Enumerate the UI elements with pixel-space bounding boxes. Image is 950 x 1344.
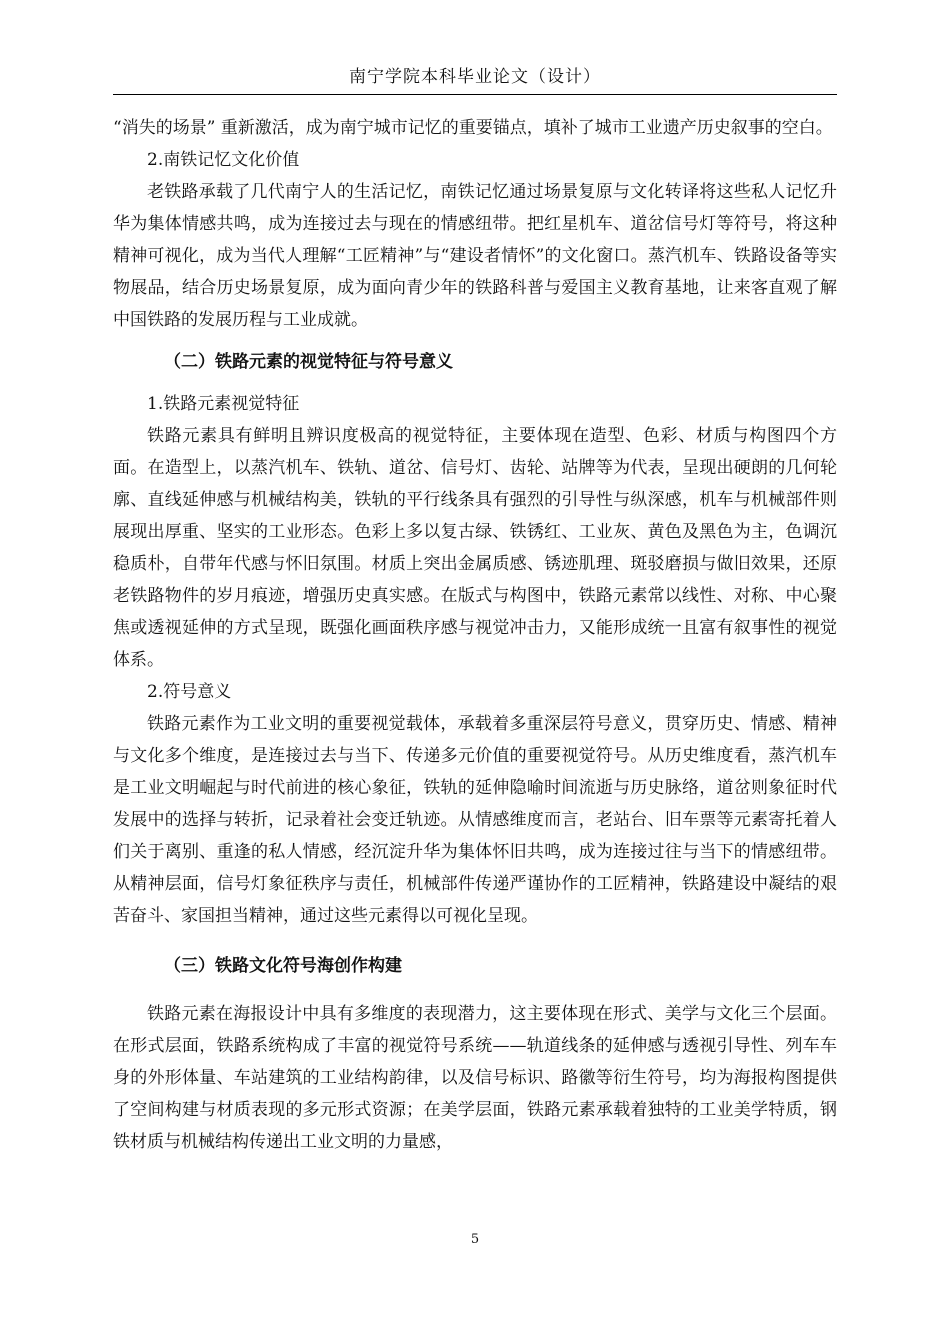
section-heading-poster-creation: （三）铁路文化符号海创作构建 bbox=[164, 956, 402, 976]
subheading-nantie-value: 2.南铁记忆文化价值 bbox=[147, 150, 300, 170]
paragraph-symbol-meaning: 铁路元素作为工业文明的重要视觉载体，承载着多重深层符号意义，贯穿历史、情感、精神与文化多个维度，是连接过去与当下、传递多元价值的重要视觉符号。从历史维度看，蒸汽机车是工业文明崛起与时代前进的核心象征，铁轨的延伸隐喻时间流逝与历史脉络，道岔则象征时代发展中的选择与转折，记录着社会变迁轨迹。从情感维度而言，老站台、旧车票等元素寄托着人们关于离别、重逢的私人情感，经沉淀升华为集体怀旧共鸣，成为连接过往与当下的情感纽带。从精神层面，信号灯象征秩序与责任，机械部件传递严谨协作的工匠精神，铁路建设中凝结的艰苦奋斗、家国担当精神，通过这些元素得以可视化呈现。 bbox=[113, 714, 837, 926]
header-title: 南宁学院本科毕业论文（设计） bbox=[349, 67, 601, 87]
subheading-symbol-meaning: 2.符号意义 bbox=[147, 682, 232, 702]
paragraph-continuation: “消失的场景” 重新激活，成为南宁城市记忆的重要锚点，填补了城市工业遗产历史叙事的空白。 bbox=[113, 118, 833, 138]
paragraph-visual-features: 铁路元素具有鲜明且辨识度极高的视觉特征，主要体现在造型、色彩、材质与构图四个方面。在造型上，以蒸汽机车、铁轨、道岔、信号灯、齿轮、站牌等为代表，呈现出硬朗的几何轮廓、直线延伸感与机械结构美，铁轨的平行线条具有强烈的引导性与纵深感，机车与机械部件则展现出厚重、坚实的工业形态。色彩上多以复古绿、铁锈红、工业灰、黄色及黑色为主，色调沉稳质朴，自带年代感与怀旧氛围。材质上突出金属质感、锈迹肌理、斑驳磨损与做旧效果，还原老铁路物件的岁月痕迹，增强历史真实感。在版式与构图中，铁路元素常以线性、对称、中心聚焦或透视延伸的方式呈现，既强化画面秩序感与视觉冲击力，又能形成统一且富有叙事性的视觉体系。 bbox=[113, 426, 837, 670]
document-body bbox=[113, 112, 837, 1158]
subheading-visual-features: 1.铁路元素视觉特征 bbox=[147, 394, 300, 414]
page-header bbox=[113, 60, 837, 95]
page-number: 5 bbox=[470, 1232, 480, 1247]
paragraph-poster-creation: 铁路元素在海报设计中具有多维度的表现潜力，这主要体现在形式、美学与文化三个层面。在形式层面，铁路系统构成了丰富的视觉符号系统——轨道线条的延伸感与透视引导性、列车车身的外形体量、车站建筑的工业结构韵律，以及信号标识、路徽等衍生符号，均为海报构图提供了空间构建与材质表现的多元形式资源；在美学层面，铁路元素承载着独特的工业美学特质，钢铁材质与机械结构传递出工业文明的力量感， bbox=[113, 1004, 837, 1152]
paragraph-nantie-value: 老铁路承载了几代南宁人的生活记忆，南铁记忆通过场景复原与文化转译将这些私人记忆升华为集体情感共鸣，成为连接过去与现在的情感纽带。把红星机车、道岔信号灯等符号，将这种精神可视化，成为当代人理解“工匠精神”与“建设者情怀”的文化窗口。蒸汽机车、铁路设备等实物展品，结合历史场景复原，成为面向青少年的铁路科普与爱国主义教育基地，让来客直观了解中国铁路的发展历程与工业成就。 bbox=[113, 182, 837, 330]
section-heading-visual-features: （二）铁路元素的视觉特征与符号意义 bbox=[164, 352, 453, 372]
